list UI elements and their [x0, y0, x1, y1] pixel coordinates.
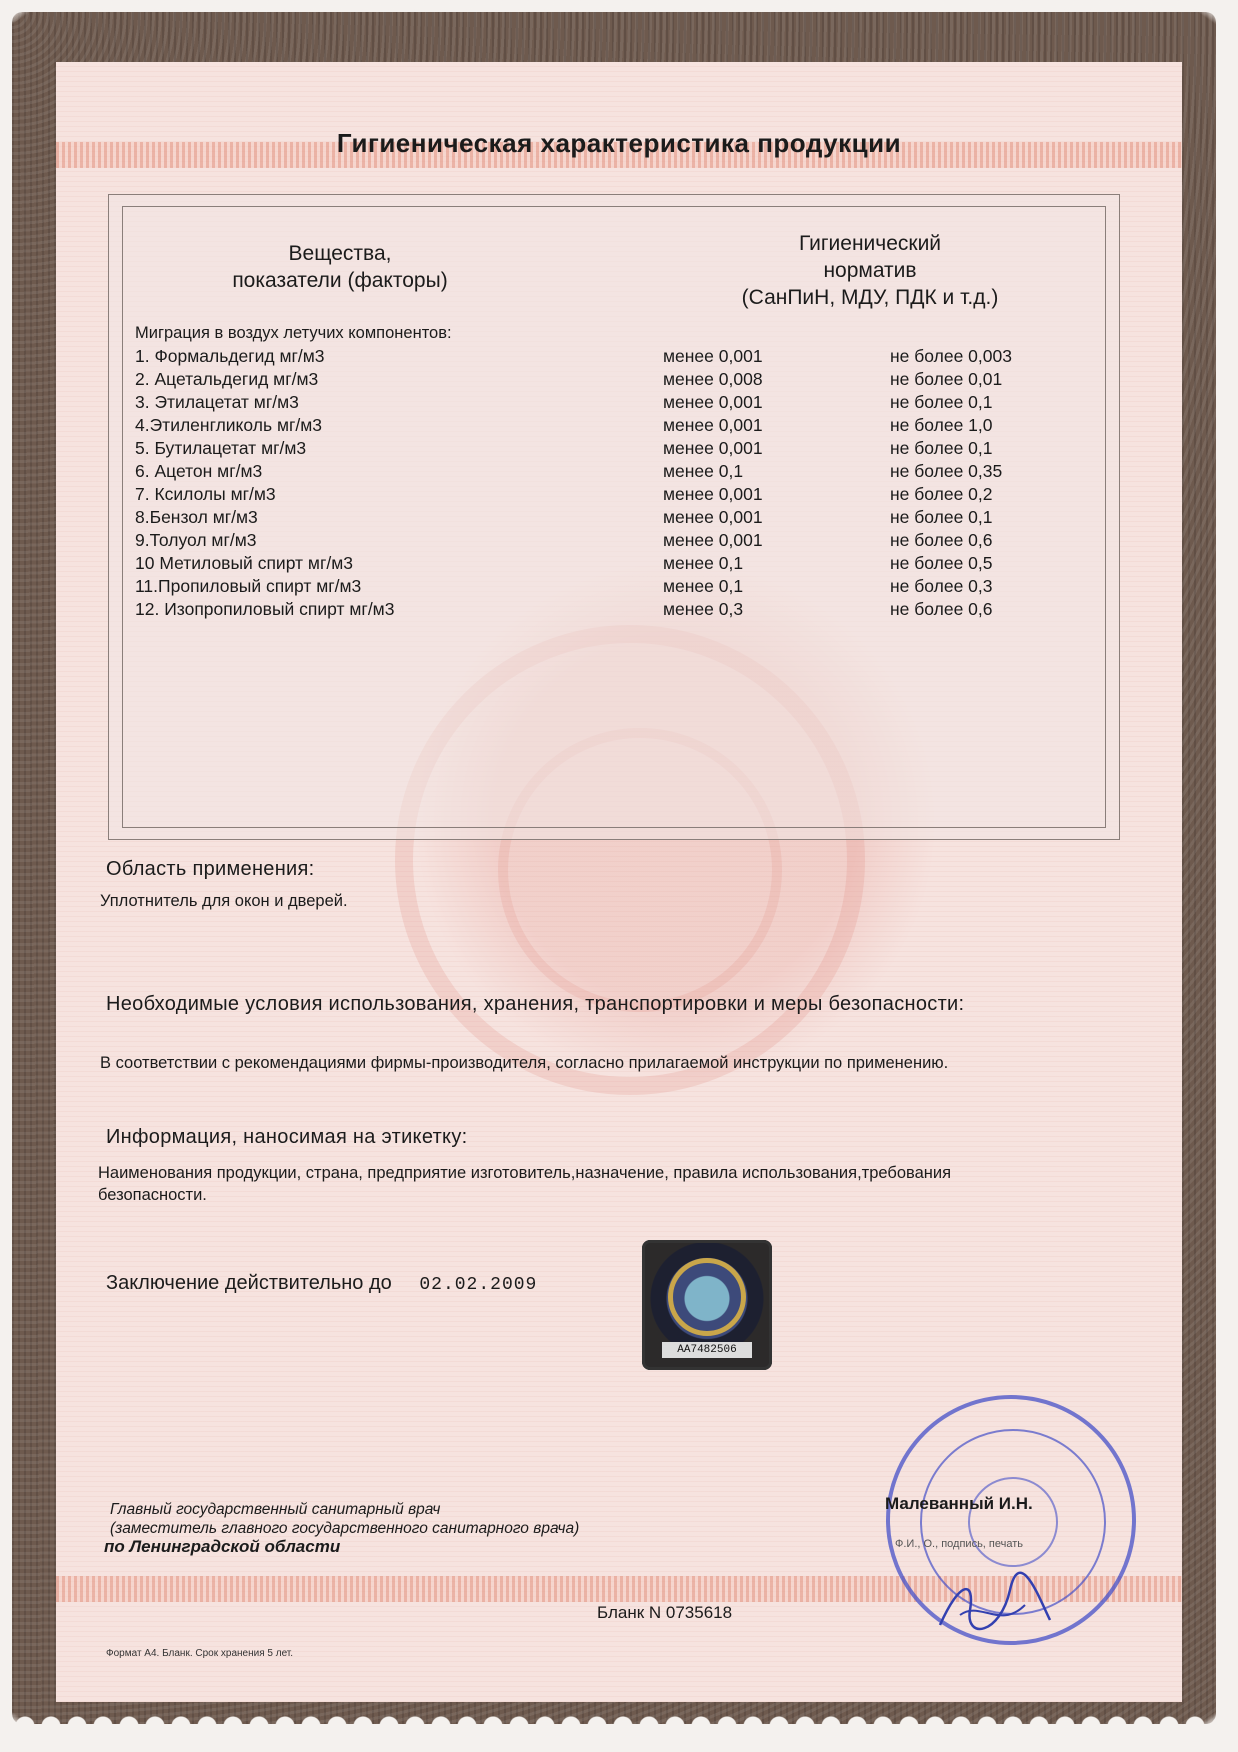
- table-row: [135, 415, 1095, 438]
- measured-value: менее 0,3: [663, 599, 744, 619]
- substance-name: 9.Толуол мг/м3: [135, 530, 257, 550]
- measured-value: менее 0,001: [663, 484, 763, 504]
- signature-icon: [930, 1570, 1060, 1640]
- measured-value: менее 0,001: [663, 507, 763, 527]
- table-row: [135, 507, 1095, 530]
- blank-number: Бланк N 0735618: [597, 1603, 733, 1622]
- substance-name: 1. Формальдегид мг/м3: [135, 346, 325, 366]
- table-row: [135, 599, 1095, 622]
- header-right-line: (СанПиН, МДУ, ПДК и т.д.): [741, 286, 999, 309]
- norm-value: не более 0,2: [890, 484, 993, 504]
- substance-name: 10 Метиловый спирт мг/м3: [135, 553, 353, 573]
- frame-edge-left: [0, 12, 14, 1724]
- signer-title: Главный государственный санитарный врач: [110, 1501, 441, 1518]
- norm-value: не более 0,3: [890, 576, 993, 596]
- frame-edge-bottom: [12, 1712, 1216, 1726]
- frame-edge-right: [1212, 12, 1226, 1724]
- table-row: [135, 346, 1095, 369]
- validity-date: 02.02.2009: [419, 1275, 538, 1295]
- measured-value: менее 0,001: [663, 346, 763, 366]
- column-header-substances: [190, 240, 490, 294]
- table-row: [135, 392, 1095, 415]
- table-row: [135, 369, 1095, 392]
- substance-name: 12. Изопропиловый спирт мг/м3: [135, 599, 395, 619]
- frame-edge-top: [12, 0, 1216, 14]
- table-row: [135, 438, 1095, 461]
- validity-label: Заключение действительно до: [106, 1272, 392, 1294]
- norm-value: не более 0,1: [890, 438, 993, 458]
- norm-value: не более 0,1: [890, 392, 993, 412]
- measured-value: менее 0,1: [663, 553, 744, 573]
- substance-name: 6. Ацетон мг/м3: [135, 461, 263, 481]
- table-row: [135, 484, 1095, 507]
- header-right-line: норматив: [823, 259, 917, 282]
- header-left-line: Вещества,: [288, 242, 392, 265]
- norm-value: не более 0,003: [890, 346, 1012, 366]
- signer-name: Малеванный И.Н.: [885, 1494, 1033, 1513]
- table-row: [135, 461, 1095, 484]
- norm-value: не более 0,35: [890, 461, 1003, 481]
- table-row: [135, 576, 1095, 599]
- label-info-heading: Информация, наносимая на этикетку:: [106, 1126, 468, 1148]
- page-title: Гигиеническая характеристика продукции: [336, 128, 902, 158]
- conditions-heading: Необходимые условия использования, хранения, транспортировки и меры безопасности:: [106, 993, 965, 1015]
- measured-value: менее 0,001: [663, 438, 763, 458]
- substance-name: 7. Ксилолы мг/м3: [135, 484, 276, 504]
- norm-value: не более 1,0: [890, 415, 993, 435]
- measured-value: менее 0,001: [663, 392, 763, 412]
- scope-body: Уплотнитель для окон и дверей.: [100, 892, 348, 910]
- conditions-body: В соответствии с рекомендациями фирмы-производителя, согласно прилагаемой инструкции по применению.: [100, 1054, 949, 1072]
- validity-line: [106, 1272, 537, 1295]
- measured-value: менее 0,001: [663, 530, 763, 550]
- norm-value: не более 0,6: [890, 530, 993, 550]
- substance-name: 2. Ацетальдегид мг/м3: [135, 369, 319, 389]
- footer-note: Формат А4. Бланк. Срок хранения 5 лет.: [106, 1648, 294, 1659]
- column-header-norm: [680, 230, 1060, 311]
- header-right-line: Гигиенический: [798, 232, 942, 255]
- table-row: [135, 553, 1095, 576]
- hologram-code: АА7482506: [662, 1342, 752, 1358]
- hologram-seal-icon: [642, 1240, 772, 1370]
- substance-name: 5. Бутилацетат мг/м3: [135, 438, 307, 458]
- norm-value: не более 0,6: [890, 599, 993, 619]
- substance-table: [135, 346, 1095, 622]
- norm-value: не более 0,01: [890, 369, 1003, 389]
- table-row: [135, 530, 1095, 553]
- label-info-body: Наименования продукции, страна, предприятие изготовитель,назначение, правила использования,требования безопасности.: [98, 1164, 952, 1204]
- substance-name: 4.Этиленгликоль мг/м3: [135, 415, 322, 435]
- measured-value: менее 0,008: [663, 369, 763, 389]
- substance-name: 8.Бензол мг/м3: [135, 507, 258, 527]
- measured-value: менее 0,1: [663, 461, 744, 481]
- migration-heading: Миграция в воздух летучих компонентов:: [135, 324, 452, 342]
- substance-name: 11.Пропиловый спирт мг/м3: [135, 576, 362, 596]
- header-left-line: показатели (факторы): [232, 269, 448, 292]
- measured-value: менее 0,1: [663, 576, 744, 596]
- signer-subtitle: (заместитель главного государственного санитарного врача): [110, 1520, 580, 1537]
- substance-name: 3. Этилацетат мг/м3: [135, 392, 299, 412]
- norm-value: не более 0,1: [890, 507, 993, 527]
- hologram-ring-icon: [668, 1258, 746, 1336]
- measured-value: менее 0,001: [663, 415, 763, 435]
- signature-caption: Ф.И., О., подпись, печать: [895, 1538, 1023, 1550]
- signer-region: по Ленинградской области: [104, 1537, 341, 1556]
- scope-heading: Область применения:: [106, 858, 315, 880]
- norm-value: не более 0,5: [890, 553, 993, 573]
